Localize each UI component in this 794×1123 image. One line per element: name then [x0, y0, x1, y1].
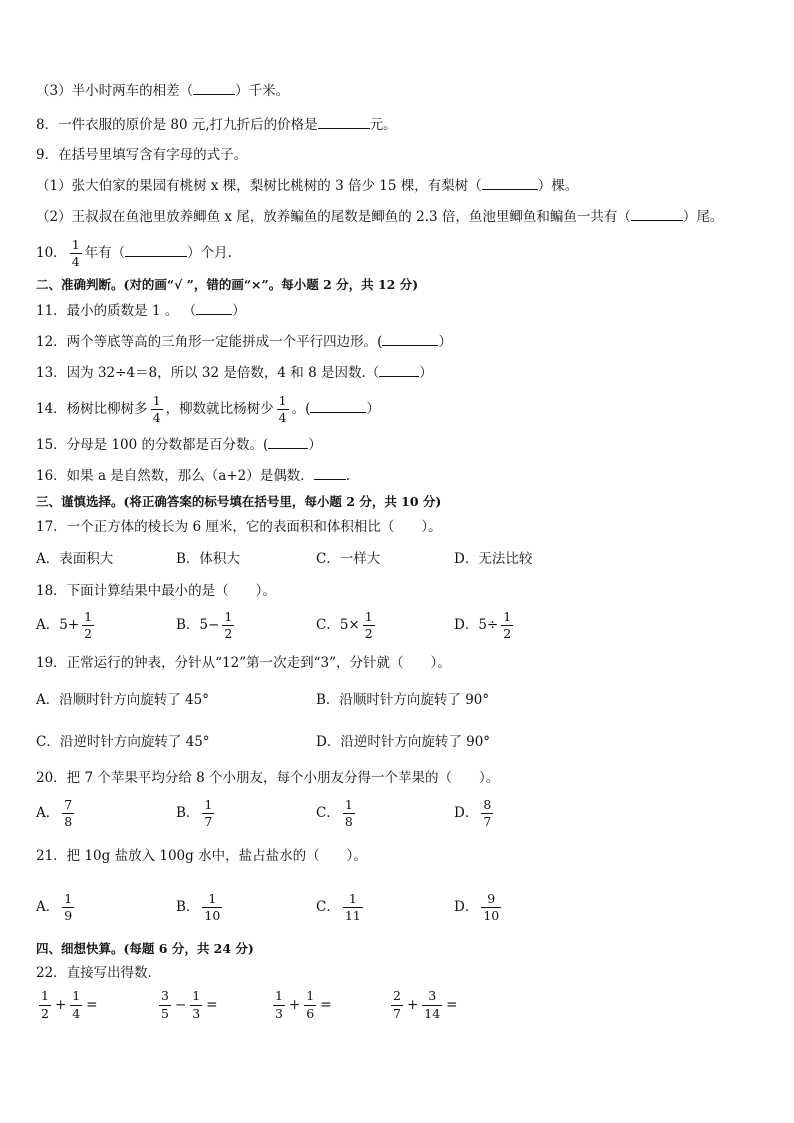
answer-blank[interactable]: [318, 116, 370, 129]
question-19: 19．正常运行的钟表，分针从“12”第一次走到“3”，分针就（ ）。: [36, 655, 451, 671]
fraction: $\frac{1}{3}$: [275, 988, 283, 1021]
question-7-3: （3）半小时两车的相差（ ）千米。: [36, 83, 290, 99]
q21-option-c[interactable]: C． $\frac{1}{11}$: [316, 890, 361, 923]
q20-option-c[interactable]: C． $\frac{1}{8}$: [316, 796, 353, 829]
fraction: $\frac{3}{5}$: [161, 988, 169, 1021]
fraction: $\frac{1}{2}$: [41, 988, 49, 1021]
question-10: 10． $\frac{1}{4}$ 年有（ ）个月.: [36, 236, 232, 269]
expression-4: $\frac{2}{7}$ + $\frac{3}{14}$ =: [393, 988, 458, 1021]
fraction: $\frac{1}{2}$: [503, 608, 512, 641]
question-21: 21．把 10g 盐放入 100g 水中，盐占盐水的（ ）。: [36, 848, 367, 864]
fraction: $\frac{1}{2}$: [84, 608, 93, 641]
fraction: $\frac{3}{14}$: [424, 988, 441, 1021]
expression-3: $\frac{1}{3}$ + $\frac{1}{6}$ =: [275, 988, 332, 1021]
question-17: 17．一个正方体的棱长为 6 厘米，它的表面积和体积相比（ ）。: [36, 519, 442, 535]
q18-option-b[interactable]: B．5− $\frac{1}{2}$: [176, 608, 233, 641]
answer-blank[interactable]: [193, 82, 235, 95]
fraction: $\frac{1}{4}$: [152, 392, 161, 425]
answer-blank[interactable]: [482, 177, 538, 190]
q20-option-b[interactable]: B． $\frac{1}{7}$: [176, 796, 213, 829]
q19-option-b[interactable]: B．沿顺时针方向旋转了 90°: [316, 692, 490, 708]
q17-option-a[interactable]: A．表面积大: [36, 551, 114, 567]
question-9: 9．在括号里填写含有字母的式子。: [36, 147, 248, 163]
question-11: 11．最小的质数是 1 。 （ ）: [36, 303, 246, 319]
fraction: $\frac{1}{10}$: [204, 890, 221, 923]
fraction: $\frac{1}{4}$: [71, 236, 80, 269]
answer-blank[interactable]: [125, 244, 187, 257]
q20-option-a[interactable]: A． $\frac{7}{8}$: [36, 796, 73, 829]
q18-option-a[interactable]: A．5+ $\frac{1}{2}$: [36, 608, 93, 641]
fraction: $\frac{1}{3}$: [192, 988, 201, 1021]
q21-option-b[interactable]: B． $\frac{1}{10}$: [176, 890, 221, 923]
q20-option-d[interactable]: D． $\frac{8}{7}$: [454, 796, 492, 829]
expression-2: $\frac{3}{5}$ − $\frac{1}{3}$ =: [161, 988, 218, 1021]
answer-blank[interactable]: [314, 467, 346, 480]
answer-blank[interactable]: [196, 302, 232, 315]
q18-option-c[interactable]: C．5× $\frac{1}{2}$: [316, 608, 373, 641]
fraction: $\frac{2}{7}$: [393, 988, 401, 1021]
question-20: 20．把 7 个苹果平均分给 8 个小朋友，每个小朋友分得一个苹果的（ ）。: [36, 770, 500, 786]
expression-1: $\frac{1}{2}$ + $\frac{1}{4}$ =: [41, 988, 98, 1021]
q19-option-a[interactable]: A．沿顺时针方向旋转了 45°: [36, 692, 209, 708]
q19-option-c[interactable]: C．沿逆时针方向旋转了 45°: [36, 734, 210, 750]
section-2-title: 二、准确判断。(对的画“√ ”，错的画“×”。每小题 2 分，共 12 分): [36, 277, 419, 292]
fraction: $\frac{1}{4}$: [72, 988, 81, 1021]
fraction: $\frac{1}{11}$: [344, 890, 361, 923]
question-15: 15．分母是 100 的分数都是百分数。( ）: [36, 437, 322, 453]
q21-option-a[interactable]: A． $\frac{1}{9}$: [36, 890, 73, 923]
q17-option-b[interactable]: B．体积大: [176, 551, 240, 567]
answer-blank[interactable]: [268, 436, 308, 449]
fraction: $\frac{1}{9}$: [64, 890, 73, 923]
fraction: $\frac{1}{7}$: [204, 796, 213, 829]
fraction: $\frac{1}{2}$: [364, 608, 373, 641]
section-4-title: 四、细想快算。(每题 6 分，共 24 分): [36, 941, 254, 956]
question-18: 18．下面计算结果中最小的是（ ）。: [36, 583, 276, 599]
answer-blank[interactable]: [379, 364, 419, 377]
fraction: $\frac{1}{8}$: [344, 796, 353, 829]
question-12: 12．两个等底等高的三角形一定能拼成一个平行四边形。( ）: [36, 334, 452, 350]
question-9-2: （2）王叔叔在鱼池里放养鲫鱼 x 尾，放养鳊鱼的尾数是鲫鱼的 2.3 倍，鱼池里鲫鱼和鳊鱼一共有（ ）尾。: [36, 209, 724, 225]
question-8: 8．一件衣服的原价是 80 元,打九折后的价格是 元。: [36, 117, 397, 133]
q17-option-c[interactable]: C．一样大: [316, 551, 381, 567]
fraction: $\frac{1}{4}$: [278, 392, 287, 425]
answer-blank[interactable]: [631, 208, 683, 221]
fraction: $\frac{1}{2}$: [224, 608, 233, 641]
question-14: 14．杨树比柳树多 $\frac{1}{4}$ ，柳数就比杨树少 $\frac{1}{4}$ 。( ）: [36, 392, 380, 425]
fraction: $\frac{8}{7}$: [483, 796, 492, 829]
q21-option-d[interactable]: D． $\frac{9}{10}$: [454, 890, 500, 923]
section-3-title: 三、谨慎选择。(将正确答案的标号填在括号里，每小题 2 分，共 10 分): [36, 494, 442, 509]
fraction: $\frac{7}{8}$: [64, 796, 73, 829]
q19-option-d[interactable]: D．沿逆时针方向旋转了 90°: [316, 734, 491, 750]
question-22: 22．直接写出得数．: [36, 965, 162, 981]
q17-option-d[interactable]: D．无法比较: [454, 551, 533, 567]
question-13: 13．因为 32÷4＝8，所以 32 是倍数，4 和 8 是因数.（ ）: [36, 365, 433, 381]
question-16: 16．如果 a 是自然数，那么（a+2）是偶数． .: [36, 468, 351, 484]
q18-option-d[interactable]: D．5÷ $\frac{1}{2}$: [454, 608, 512, 641]
answer-blank[interactable]: [382, 333, 438, 346]
fraction: $\frac{1}{6}$: [306, 988, 315, 1021]
answer-blank[interactable]: [310, 400, 366, 413]
fraction: $\frac{9}{10}$: [483, 890, 500, 923]
question-9-1: （1）张大伯家的果园有桃树 x 棵，梨树比桃树的 3 倍少 15 棵，有梨树（ ）棵。: [36, 178, 579, 194]
